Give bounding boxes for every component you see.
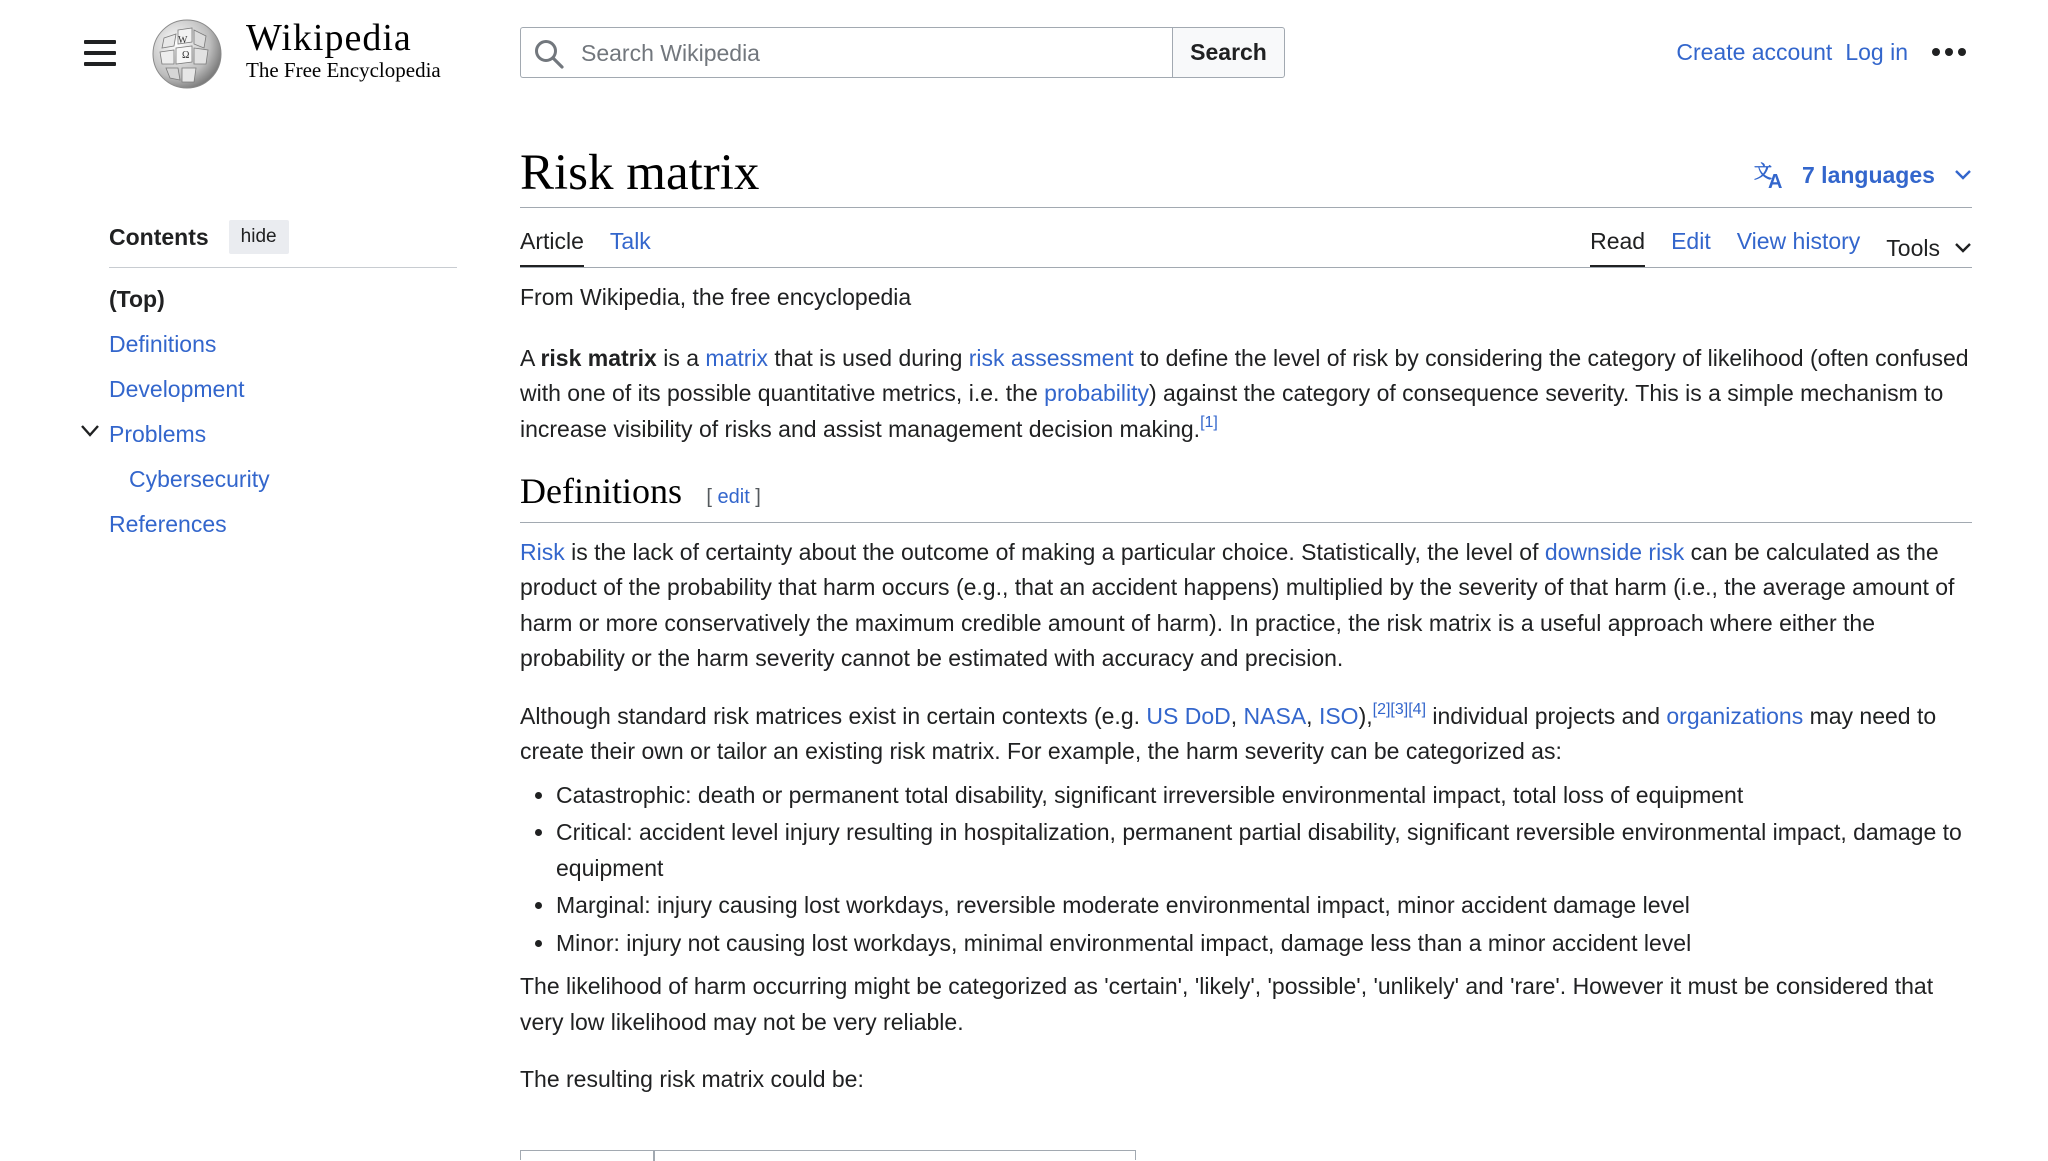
intro-text: to define the level of risk by considering the category of likelihood (often confused with one of its possible quantitative metrics, i.e. the	[520, 344, 1969, 406]
title-divider	[520, 207, 1972, 208]
link-matrix[interactable]: matrix	[705, 344, 769, 371]
svg-text:文: 文	[1754, 162, 1772, 183]
tabs-divider	[520, 267, 1972, 268]
paragraph-text: may need to create their own or tailor an existing risk matrix. For example, the harm severity can be categorized as:	[520, 702, 1937, 764]
link-risk[interactable]: Risk	[520, 538, 565, 565]
svg-text:A: A	[1768, 171, 1783, 190]
svg-text:W: W	[178, 35, 188, 46]
citation-1[interactable]: [1]	[1200, 413, 1218, 431]
section-edit	[706, 486, 761, 508]
separator: ,	[1230, 702, 1244, 729]
search-button[interactable]: Search	[1172, 27, 1285, 78]
section-title: Definitions	[520, 471, 682, 511]
toc-item-references[interactable]: References	[109, 511, 227, 537]
tools-menu[interactable]	[1886, 226, 1972, 268]
language-button[interactable]	[1754, 160, 1973, 190]
tab-edit[interactable]: Edit	[1671, 228, 1711, 254]
intro-text: ) against the category of consequence severity. This is a simple mechanism to increase visibility of risks and assist management decision making.	[520, 380, 1944, 442]
search-input[interactable]	[579, 34, 1149, 72]
toc-item-cybersecurity[interactable]: Cybersecurity	[129, 466, 270, 492]
view-tabs	[1590, 226, 1972, 268]
site-tagline: The Free Encyclopedia	[246, 58, 441, 82]
edit-bracket: ]	[749, 486, 761, 508]
svg-text:Ω: Ω	[182, 50, 190, 61]
hamburger-menu-icon[interactable]	[84, 40, 116, 66]
tools-label: Tools	[1886, 234, 1940, 261]
edit-bracket: [	[706, 486, 718, 508]
toc-divider	[109, 267, 457, 268]
link-risk-assessment[interactable]: risk assessment	[968, 344, 1134, 371]
section-heading-definitions	[520, 471, 682, 511]
article-body	[520, 280, 1972, 1098]
toc-item-top[interactable]: (Top)	[109, 286, 165, 312]
translate-icon	[1754, 160, 1788, 190]
wikipedia-wordmark[interactable]	[246, 18, 441, 82]
paragraph-text: Although standard risk matrices exist in certain contexts (e.g.	[520, 702, 1147, 729]
table-column-divider	[653, 1151, 655, 1161]
paragraph-text: individual projects and	[1426, 702, 1667, 729]
link-organizations[interactable]: organizations	[1666, 702, 1804, 729]
link-downside-risk[interactable]: downside risk	[1544, 538, 1685, 565]
page-title: Risk matrix	[520, 145, 760, 201]
list-item: • Marginal: injury causing lost workdays, reversible moderate environmental impact, minor accident damage level	[556, 888, 1972, 924]
toc-hide-button[interactable]: hide	[229, 220, 289, 254]
link-iso[interactable]: ISO	[1318, 702, 1359, 729]
log-in-link[interactable]: Log in	[1845, 39, 1908, 65]
link-us-dod[interactable]: US DoD	[1146, 702, 1231, 729]
severity-list	[520, 778, 1972, 962]
site-name: Wikipedia	[246, 17, 412, 59]
chevron-down-icon	[1954, 242, 1972, 254]
definitions-paragraph-2	[520, 699, 1972, 770]
intro-paragraph	[520, 341, 1972, 448]
definitions-heading-row	[520, 469, 1972, 516]
chevron-down-icon	[1953, 168, 1973, 182]
paragraph-text: is the lack of certainty about the outcome of making a particular choice. Statistically, the level of	[564, 538, 1545, 565]
tab-article[interactable]: Article	[520, 226, 584, 268]
paragraph-text: can be calculated as the product of the probability that harm occurs (e.g., that an accident happens) multiplied by the severity of that harm (i.e., the average amount of harm or more conservatively the maximum credible amount of harm). In practice, the risk matrix is a useful approach where either the probability or the harm severity cannot be estimated with accuracy and precision.	[520, 538, 1955, 671]
intro-text: A	[520, 344, 541, 371]
tab-talk[interactable]: Talk	[609, 228, 651, 254]
list-item: • Critical: accident level injury resulting in hospitalization, permanent partial disability, significant reversible environmental impact, damage to equipment	[556, 815, 1972, 886]
namespace-tabs	[520, 226, 651, 268]
separator: ,	[1306, 702, 1319, 729]
wikipedia-globe-icon[interactable]	[146, 16, 228, 90]
likelihood-paragraph: The likelihood of harm occurring might be categorized as 'certain', 'likely', 'possible', 'unlikely' and 'rare'. However it must be considered that very low likelihood may not be very reliable.	[520, 973, 1934, 1035]
search-box	[520, 27, 1172, 78]
citation-2-3-4[interactable]: [2][3][4]	[1372, 700, 1427, 718]
edit-section-link[interactable]: edit	[717, 486, 750, 508]
intro-text: is a	[656, 344, 706, 371]
tab-read[interactable]: Read	[1590, 226, 1645, 268]
ellipsis-icon[interactable]	[1932, 48, 1966, 56]
create-account-link[interactable]: Create account	[1676, 39, 1833, 65]
link-nasa[interactable]: NASA	[1243, 702, 1307, 729]
intro-bold-term: risk matrix	[540, 344, 657, 371]
search-icon	[533, 38, 565, 70]
list-item: • Catastrophic: death or permanent total disability, significant irreversible environmental impact, total loss of equipment	[556, 778, 1972, 814]
chevron-down-icon[interactable]	[80, 424, 100, 438]
tab-view-history[interactable]: View history	[1736, 228, 1861, 254]
resulting-matrix-paragraph: The resulting risk matrix could be:	[520, 1066, 864, 1092]
toc-item-development[interactable]: Development	[109, 376, 245, 402]
section-divider	[520, 522, 1972, 523]
personal-tools	[1676, 39, 1908, 66]
site-subtitle: From Wikipedia, the free encyclopedia	[520, 284, 912, 310]
paragraph-text: ),	[1358, 702, 1373, 729]
definitions-paragraph-1	[520, 535, 1972, 677]
toc-item-problems[interactable]: Problems	[109, 421, 207, 447]
language-count: 7 languages	[1802, 161, 1935, 188]
link-probability[interactable]: probability	[1044, 380, 1149, 406]
toc-title: Contents	[109, 223, 209, 250]
toc-item-definitions[interactable]: Definitions	[109, 331, 217, 357]
list-item: • Minor: injury not causing lost workdays, minimal environmental impact, damage less than a minor accident level	[556, 926, 1972, 962]
intro-text: that is used during	[768, 344, 969, 371]
